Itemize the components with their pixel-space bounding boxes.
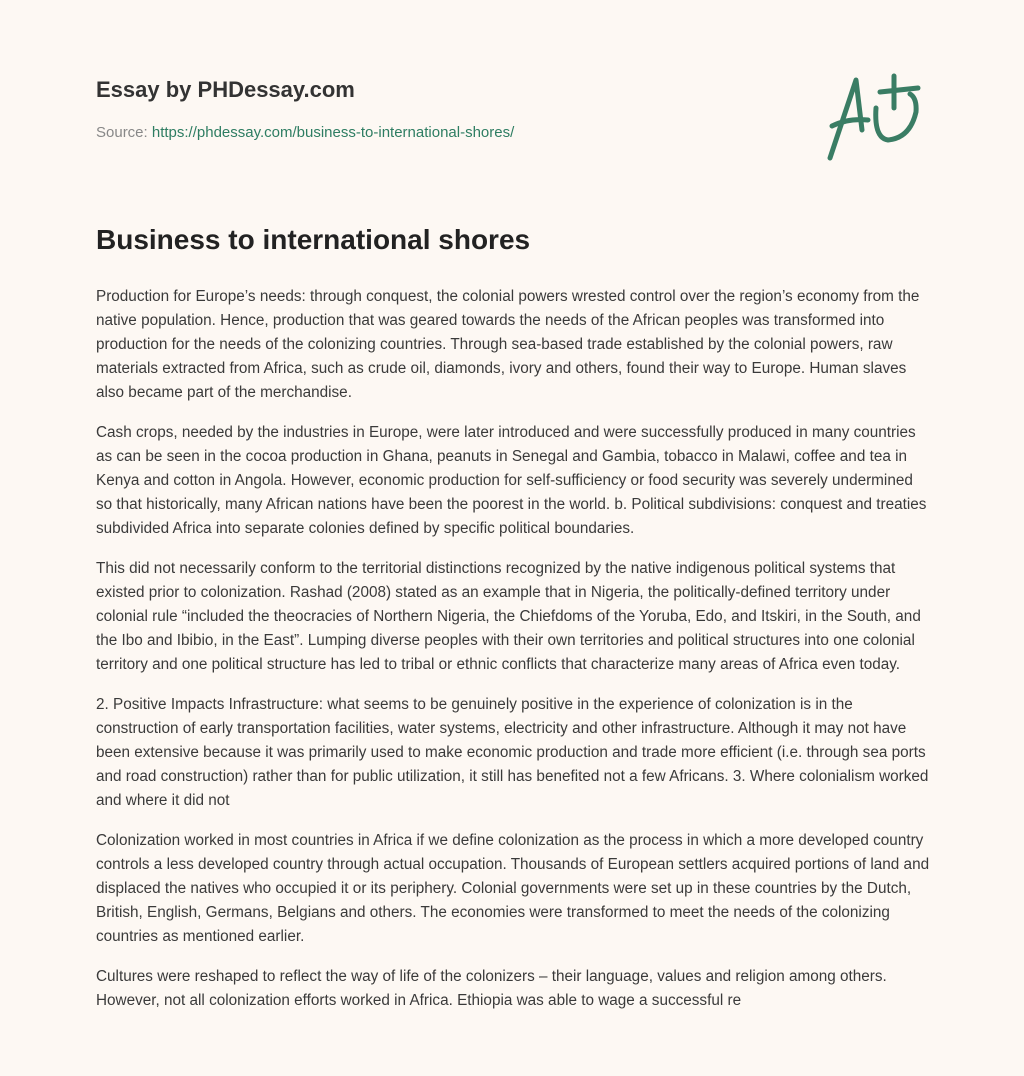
essay-title: Business to international shores — [96, 224, 531, 255]
source-label: Source: — [96, 124, 148, 141]
paragraph: 2. Positive Impacts Infrastructure: what seems to be genuinely positive in the experience of colonization is in the construction of early transportation facilities, water systems, electricity and other infrastructure. Although it may not have been extensive because it was primarily used to make economic production and trade more efficient (i.e. through sea ports and road construction) rather than for public utilization, it still has benefited not a few Africans. 3. Where colonialism worked and where it did not — [96, 696, 929, 809]
paragraph: Cultures were reshaped to reflect the way of life of the colonizers – their language, values and religion among others. However, not all colonization efforts worked in Africa. Ethiopia was able to wage a successful re — [96, 968, 887, 1009]
paragraph: This did not necessarily conform to the territorial distinctions recognized by the native indigenous political systems that existed prior to colonization. Rashad (2008) stated as an example that in Nigeria, the politically-defined territory under colonial rule “included the theocracies of Northern Nigeria, the Chiefdoms of the Yoruba, Edo, and Itskiri, in the South, and the Ibo and Ibibio, in the East”. Lumping diverse peoples with their own territories and political structures into one colonial territory and one political structure has led to tribal or ethnic conflicts that characterize many areas of Africa even today. — [96, 560, 921, 673]
paragraph: Colonization worked in most countries in Africa if we define colonization as the process in which a more developed country controls a less developed country through actual occupation. Thousands of European settlers acquired portions of land and displaced the natives who occupied it or its periphery. Colonial governments were set up in these countries by the Dutch, British, English, Germans, Belgians and others. The economies were transformed to meet the needs of the colonizing countries as mentioned earlier. — [96, 832, 930, 945]
paragraph: Production for Europe’s needs: through conquest, the colonial powers wrested control over the region’s economy from the native population. Hence, production that was geared towards the needs of the African peoples was transformed into production for the needs of the colonizing countries. Through sea-based trade established by the colonial powers, raw materials extracted from Africa, such as crude oil, diamonds, ivory and others, found their way to Europe. Human slaves also became part of the merchandise. — [96, 288, 920, 401]
paragraph: Cash crops, needed by the industries in Europe, were later introduced and were successfully produced in many countries as can be seen in the cocoa production in Ghana, peanuts in Senegal and Gambia, tobacco in Malawi, coffee and tea in Kenya and cotton in Angola. However, economic production for self-sufficiency or food security was severely undermined so that historically, many African nations have been the poorest in the world. b. Political subdivisions: conquest and treaties subdivided Africa into separate colonies defined by specific political boundaries. — [96, 424, 927, 537]
site-brand: Essay by PHDessay.com — [96, 77, 355, 102]
essay-body — [96, 285, 932, 1029]
source-line — [96, 124, 514, 141]
a-plus-logo-icon — [818, 68, 928, 164]
source-link[interactable]: https://phdessay.com/business-to-international-shores/ — [151, 124, 515, 141]
